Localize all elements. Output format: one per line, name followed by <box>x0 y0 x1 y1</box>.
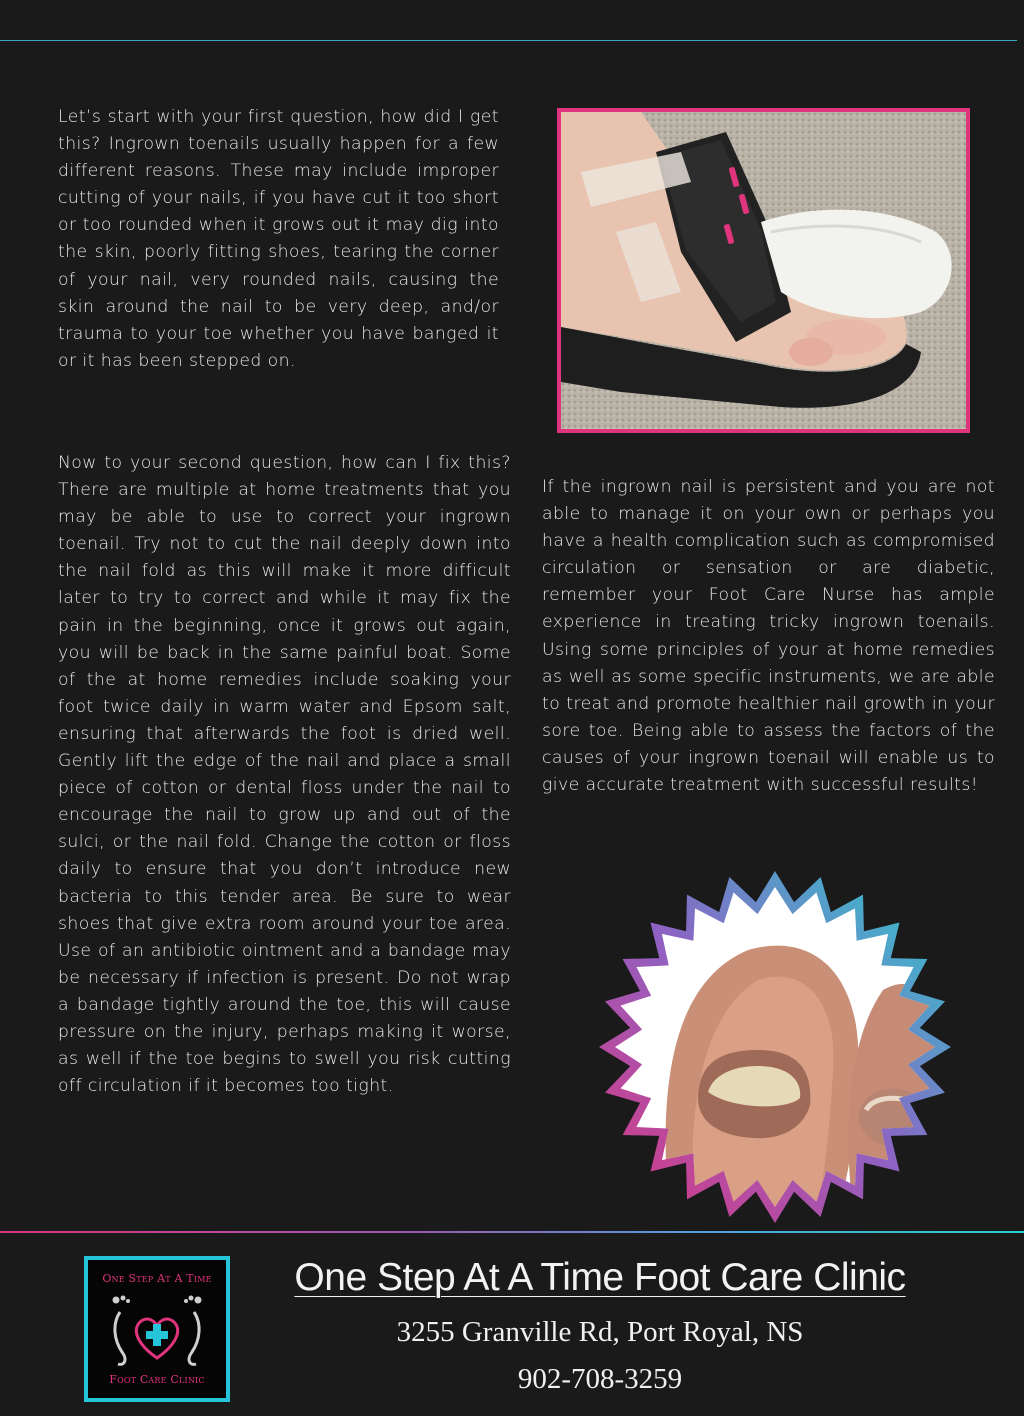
paragraph-home-treatment: Now to your second question, how can I fix this? There are multiple at home treatments that you may be able to use to correct your ingrown toenail. Try not to cut the nail deeply down into the nail fold as this will make it more difficult later to try to correct and while it may fix the pain in the beginning, once it grows out again, you will be back in the same painful boat. Some of the at home remedies include soaking your foot twice daily in warm water and Epsom salt, ensuring that afterwards the foot is dried well. Gently lift the edge of the nail and place a small piece of cotton or dental floss under the nail to encourage the nail to grow up and out of the sulci, or the nail fold. Change the cotton or floss daily to ensure that you don’t introduce new bacteria to this tender area. Be sure to wear shoes that give extra room around your toe area. Use of an antibiotic ointment and a bandage may be necessary if infection is present. Do not wrap a bandage tightly around the toe, this will cause pressure on the injury, perhaps making it worse, as well if the toe begins to swell you risk cutting off circulation if it becomes too tight. <box>58 453 511 1097</box>
clinic-address: 3255 Granville Rd, Port Royal, NS <box>396 1316 804 1348</box>
paragraph-causes: Let’s start with your first question, how did I get this? Ingrown toenails usually happen for a few different reasons. These may include improper cutting of your nails, if you have cut it too short or too rounded when it grows out it may dig into the skin, poorly fitting shoes, tearing the corner of your nail, very rounded nails, causing the skin around the nail to be very deep, and/or trauma to your toe whether you have banged it or it has been stepped on. <box>58 107 499 371</box>
ingrown-toenail-photo <box>598 870 952 1224</box>
feet-heart-cross-icon <box>102 1290 212 1370</box>
clinic-phone[interactable]: 902-708-3259 <box>517 1363 683 1395</box>
clinic-logo <box>84 1256 230 1402</box>
starburst-toe-icon <box>598 870 952 1224</box>
bandaged-foot-photo <box>557 108 970 433</box>
logo-top-text: One Step At A Time <box>102 1272 212 1285</box>
top-divider <box>0 40 1017 41</box>
clinic-name-link[interactable]: One Step At A Time Foot Care Clinic <box>294 1256 906 1299</box>
logo-bottom-text: Foot Care Clinic <box>109 1373 205 1386</box>
paragraph-professional-care: If the ingrown nail is persistent and you are not able to manage it on your own or perhaps you have a health complication such as compromised circulation or sensation or are diabetic, remember your Foot Care Nurse has ample experience in treating tricky ingrown toenails. Using some principles of your at home remedies as well as some specific instruments, we are able to treat and promote healthier nail growth in your sore toe. Being able to assess the factors of the causes of your ingrown toenail will enable us to give accurate treatment with successful results! <box>542 477 995 796</box>
foot-bandage-icon <box>561 112 966 429</box>
footer-divider <box>0 1231 1024 1233</box>
